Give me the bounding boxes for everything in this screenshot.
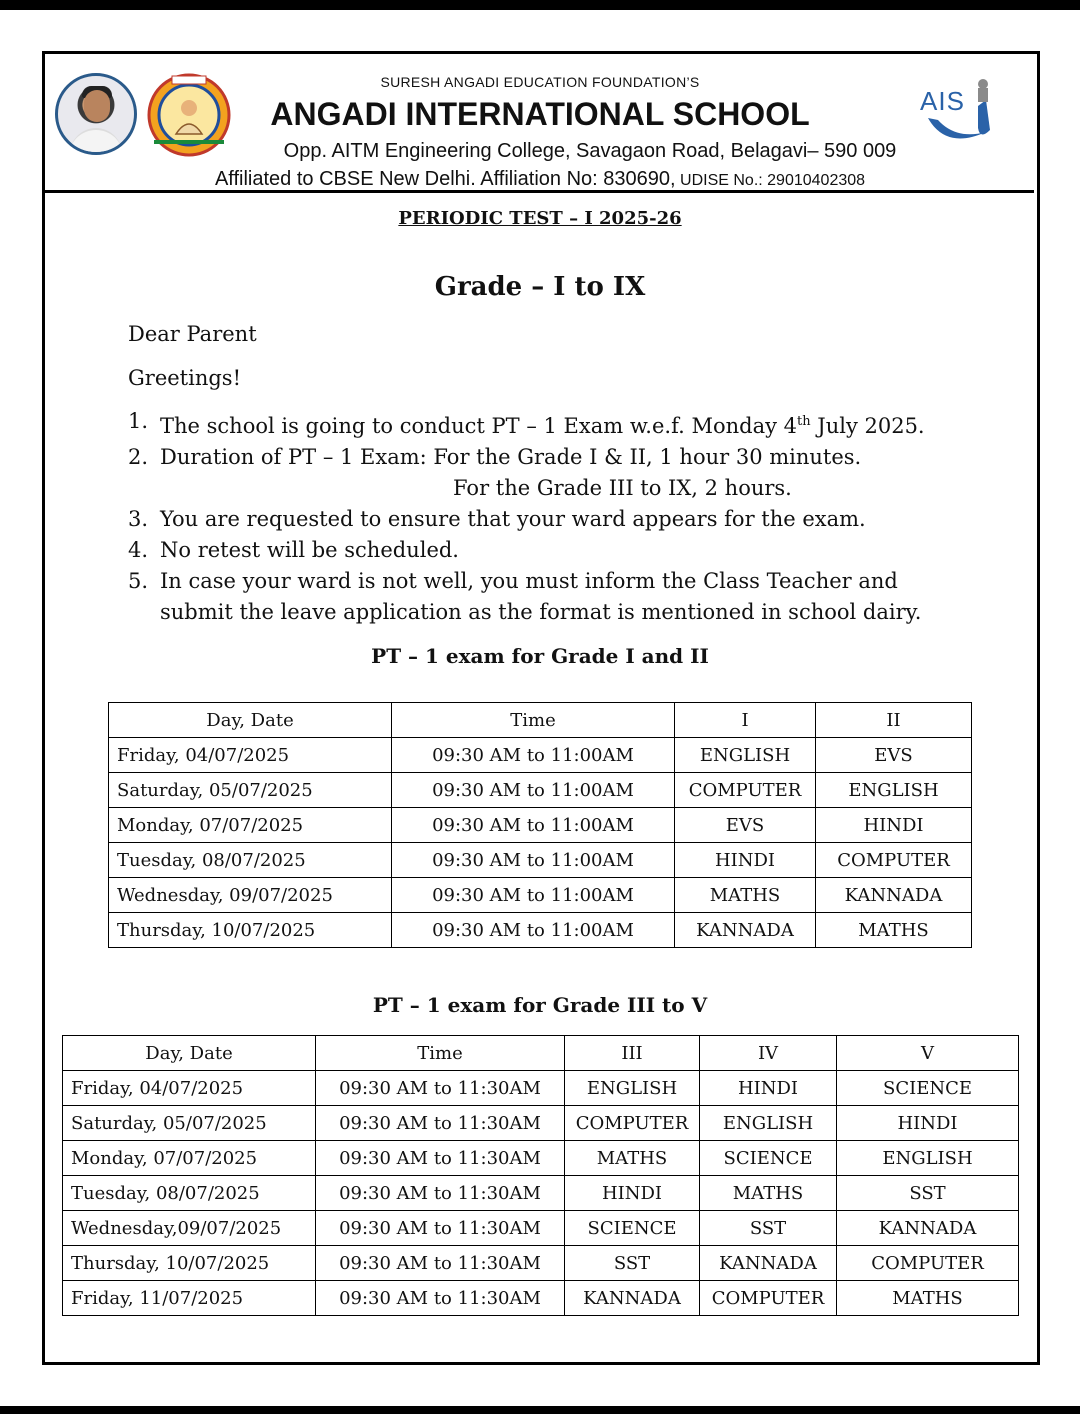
subject-cell: EVS	[675, 808, 816, 843]
day-date-cell: Friday, 04/07/2025	[63, 1071, 316, 1106]
table2-title: PT – 1 exam for Grade III to V	[372, 993, 708, 1017]
udise-text: UDISE No.: 29010402308	[675, 172, 866, 189]
item-number: 5.	[128, 569, 149, 593]
subject-cell: KANNADA	[837, 1211, 1019, 1246]
time-cell: 09:30 AM to 11:00AM	[392, 773, 675, 808]
instruction-item	[128, 535, 1028, 566]
time-cell: 09:30 AM to 11:30AM	[316, 1246, 565, 1281]
affiliation-text: Affiliated to CBSE New Delhi. Affiliation No: 830690,	[214, 168, 676, 190]
day-date-cell: Monday, 07/07/2025	[109, 808, 392, 843]
time-cell: 09:30 AM to 11:30AM	[316, 1141, 565, 1176]
subject-cell: HINDI	[565, 1176, 700, 1211]
item-number: 4.	[128, 538, 149, 562]
day-date-cell: Friday, 04/07/2025	[109, 738, 392, 773]
subject-cell: ENGLISH	[565, 1071, 700, 1106]
time-cell: 09:30 AM to 11:30AM	[316, 1071, 565, 1106]
subject-cell: SST	[837, 1176, 1019, 1211]
subject-cell: COMPUTER	[565, 1106, 700, 1141]
school-name: ANGADI INTERNATIONAL SCHOOL	[270, 96, 810, 132]
ais-logo-text: AIS	[920, 86, 965, 116]
subject-cell: SST	[700, 1211, 837, 1246]
subject-cell: SST	[565, 1246, 700, 1281]
time-cell: 09:30 AM to 11:00AM	[392, 843, 675, 878]
header-divider	[45, 190, 1034, 193]
time-cell: 09:30 AM to 11:00AM	[392, 808, 675, 843]
ordinal-suffix: th	[797, 414, 811, 429]
subject-cell: HINDI	[700, 1071, 837, 1106]
time-cell: 09:30 AM to 11:30AM	[316, 1106, 565, 1141]
instruction-item-continued	[128, 473, 1028, 504]
column-header: Day, Date	[109, 703, 392, 738]
instruction-item	[128, 504, 1028, 535]
item-text: Duration of PT – 1 Exam: For the Grade I & II, 1 hour 30 minutes.	[160, 445, 862, 469]
item-number: 3.	[128, 507, 149, 531]
day-date-cell: Wednesday,09/07/2025	[63, 1211, 316, 1246]
subject-cell: KANNADA	[675, 913, 816, 948]
greeting: Greetings!	[128, 366, 242, 390]
time-cell: 09:30 AM to 11:30AM	[316, 1281, 565, 1316]
table-row	[109, 878, 972, 913]
salutation: Dear Parent	[128, 322, 257, 346]
table-row	[109, 913, 972, 948]
table-row	[109, 738, 972, 773]
instruction-item	[128, 442, 1028, 473]
top-border-bar	[0, 0, 1080, 10]
grade-title: Grade – I to IX	[434, 272, 646, 302]
time-cell: 09:30 AM to 11:00AM	[392, 913, 675, 948]
subject-cell: MATHS	[837, 1281, 1019, 1316]
table-header-row	[109, 703, 972, 738]
test-title: PERIODIC TEST – I 2025-26	[398, 208, 682, 229]
subject-cell: ENGLISH	[837, 1141, 1019, 1176]
subject-cell: MATHS	[700, 1176, 837, 1211]
table-row	[63, 1071, 1019, 1106]
time-cell: 09:30 AM to 11:00AM	[392, 878, 675, 913]
day-date-cell: Wednesday, 09/07/2025	[109, 878, 392, 913]
subject-cell: COMPUTER	[816, 843, 972, 878]
day-date-cell: Tuesday, 08/07/2025	[109, 843, 392, 878]
subject-cell: ENGLISH	[675, 738, 816, 773]
day-date-cell: Saturday, 05/07/2025	[109, 773, 392, 808]
column-header: II	[816, 703, 972, 738]
time-cell: 09:30 AM to 11:30AM	[316, 1176, 565, 1211]
table1-title: PT – 1 exam for Grade I and II	[371, 644, 709, 668]
day-date-cell: Thursday, 10/07/2025	[63, 1246, 316, 1281]
column-header: V	[837, 1036, 1019, 1071]
instruction-item	[128, 566, 1028, 597]
day-date-cell: Tuesday, 08/07/2025	[63, 1176, 316, 1211]
table-row	[109, 843, 972, 878]
table-row	[63, 1176, 1019, 1211]
table-row	[63, 1106, 1019, 1141]
column-header: Time	[316, 1036, 565, 1071]
day-date-cell: Monday, 07/07/2025	[63, 1141, 316, 1176]
table-row	[109, 808, 972, 843]
subject-cell: HINDI	[837, 1106, 1019, 1141]
subject-cell: KANNADA	[565, 1281, 700, 1316]
table-row	[63, 1281, 1019, 1316]
instruction-item	[128, 406, 1028, 442]
grade-1-2-timetable	[108, 702, 972, 948]
item-text: submit the leave application as the format is mentioned in school dairy.	[160, 600, 922, 624]
time-cell: 09:30 AM to 11:00AM	[392, 738, 675, 773]
school-address: Opp. AITM Engineering College, Savagaon Road, Belagavi– 590 009	[283, 140, 897, 162]
subject-cell: HINDI	[675, 843, 816, 878]
time-cell: 09:30 AM to 11:30AM	[316, 1211, 565, 1246]
subject-cell: MATHS	[816, 913, 972, 948]
subject-cell: MATHS	[675, 878, 816, 913]
subject-cell: SCIENCE	[837, 1071, 1019, 1106]
item-number: 1.	[128, 409, 149, 433]
subject-cell: COMPUTER	[700, 1281, 837, 1316]
subject-cell: HINDI	[816, 808, 972, 843]
table-header-row	[63, 1036, 1019, 1071]
day-date-cell: Saturday, 05/07/2025	[63, 1106, 316, 1141]
subject-cell: ENGLISH	[816, 773, 972, 808]
column-header: Day, Date	[63, 1036, 316, 1071]
item-number: 2.	[128, 445, 149, 469]
column-header: Time	[392, 703, 675, 738]
table-row	[109, 773, 972, 808]
instructions-list	[128, 406, 1028, 628]
item-text: You are requested to ensure that your ward appears for the exam.	[160, 507, 866, 531]
subject-cell: SCIENCE	[565, 1211, 700, 1246]
grade-3-5-timetable	[62, 1035, 1019, 1316]
column-header: III	[565, 1036, 700, 1071]
subject-cell: KANNADA	[700, 1246, 837, 1281]
column-header: I	[675, 703, 816, 738]
foundation-name: SURESH ANGADI EDUCATION FOUNDATION’S	[380, 74, 700, 90]
item-text: For the Grade III to IX, 2 hours.	[453, 476, 792, 500]
bottom-border-bar	[0, 1406, 1080, 1414]
subject-cell: EVS	[816, 738, 972, 773]
column-header: IV	[700, 1036, 837, 1071]
subject-cell: COMPUTER	[837, 1246, 1019, 1281]
table-row	[63, 1246, 1019, 1281]
table-row	[63, 1211, 1019, 1246]
day-date-cell: Friday, 11/07/2025	[63, 1281, 316, 1316]
subject-cell: KANNADA	[816, 878, 972, 913]
subject-cell: MATHS	[565, 1141, 700, 1176]
subject-cell: SCIENCE	[700, 1141, 837, 1176]
subject-cell: COMPUTER	[675, 773, 816, 808]
item-text: The school is going to conduct PT – 1 Exam w.e.f. Monday 4	[160, 414, 797, 438]
item-text: July 2025.	[810, 414, 925, 438]
item-text: In case your ward is not well, you must inform the Class Teacher and	[160, 569, 898, 593]
instruction-item-continued	[128, 597, 1028, 628]
subject-cell: ENGLISH	[700, 1106, 837, 1141]
day-date-cell: Thursday, 10/07/2025	[109, 913, 392, 948]
item-text: No retest will be scheduled.	[160, 538, 459, 562]
table-row	[63, 1141, 1019, 1176]
affiliation-line	[0, 168, 1080, 191]
